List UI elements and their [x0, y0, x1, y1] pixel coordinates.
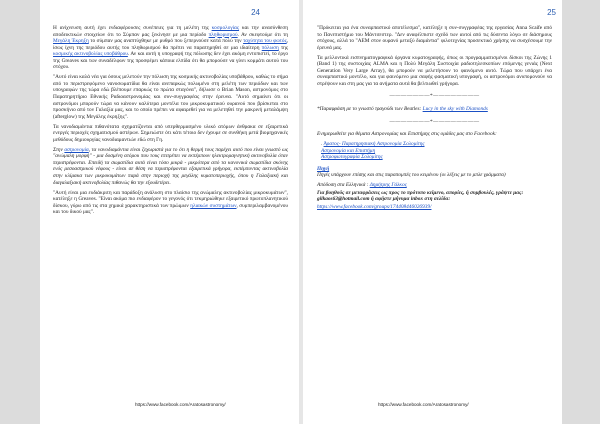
left-page-body	[53, 25, 288, 219]
translation-credit	[317, 182, 552, 189]
facebook-groups-list	[321, 141, 552, 161]
right-page-body	[317, 25, 552, 214]
page-gutter	[299, 0, 303, 424]
translator-link[interactable]: Δημήτρης Γάλκος	[369, 182, 407, 189]
reference-link[interactable]: Μεγάλη Έκρηξη	[53, 38, 89, 45]
right-page	[304, 0, 562, 424]
text-run: , ίσως ίχνη της περιόδου αυτής του πληθωρισμού θα πρέπει να παρατηρηθεί σε μια ιδιαίτερη	[53, 38, 288, 51]
separator: ———————*————————	[389, 93, 480, 100]
beatles-note	[317, 106, 552, 113]
groups-intro: Ενημερωθείτε για θέματα Αστρονομίας και Επιστήμης στις ομάδες μας στο Facebook:	[317, 131, 497, 138]
group-link[interactable]: Άρατος- Παρατηρησιακή Αστρονομία Σολομίτης	[323, 141, 425, 148]
volunteer-text: Για βοηθούς σε μεταφράσεις ως προς το πρότυπο κείμενο, απορίες, ή συμβουλές, γράψτε μας: gilkaos63@hotmail.com ή αφήστε μήνυμα inbox στη σελίδα:	[317, 189, 524, 203]
beatles-note-text: *Παραφράση με το γνωστό τραγούδι των Beatles:	[317, 105, 423, 112]
text-run: Τα νανοδιαμάντια πιθανότατα σχηματίζονται από υπερθερμασμένο υλικό ατόμων άνθρακα σε εξαιρετικά ενεργές περιοχές σχηματισμού αστέρων. Σημειώστε ότι κάτι τέτοιο δεν έχουμε σε συνθήκη μετά βιομηχανικές μεθόδους δημιουργίας νανοδιαμαντιών εδώ στη Γη.	[53, 123, 288, 143]
paragraph: Τα μελλοντικά εισπνηματογραφικά όργανα κυματογραφής, όπως οι προγραμματισμένοι δίσκοι της Ζώνης 1 (Band 1) της συστοιχίας ALMA και η Πολύ Μεγάλη Συστοιχία ραδιοτηλεσκοπίων επόμενης γενιάς (Next Generation Very Large Array), θα μπορούν να μελετήσουν το φαινόμενο αυτό. Τώρα που υπάρχει ένα συναρπαστικό μοντέλο, και για φαινόμενο μια σαφής φασματική υπογραφή, οι αστρονόμοι ανυπομονούν να στρέψουν και στη μας για τα ανήματα αυτά θα βελτιωθεί γρήγορα.	[317, 54, 552, 87]
paragraph: "Πρόκειται για ένα συναρπαστικό αποτέλεσμα", κατέληξε η συν-συγγραφέας της εργασίας Anna Scaife από το Πανεπιστήμιο του Μάντσεστερ. "Δεν αναφέλπιστε σχεδό των αυτοί από τις δύσεντα λόγω σε διάσημους στόχους, αλλά το "AEM στον ουρανό μεταξύ διαμάντια" φιλοτεχνίας προσεκτικό χρήσης να συσχέσουμε την έρευνά μας.	[317, 25, 552, 51]
text-run: Η ανίχνευση αυτή έχει ενδιαφέρουσες συνέπειες για τη μελέτη της	[53, 25, 212, 31]
document-spread	[40, 0, 562, 424]
paragraph	[53, 124, 288, 144]
group-link[interactable]: Αστρονομία και Επιστήμη	[321, 147, 376, 154]
paragraph	[53, 190, 288, 216]
paragraph	[53, 74, 288, 120]
text-run: "Αυτή είναι μια ευδιάκριτη και παράδοξη ανάλυση στο πλαίσιο της ανώμαλης ακτινοβολίας μικροκυμάτων", κατέληξε η Greaves. "Είναι ακόμα πιο ενδιαφέρον το γεγονός ότι τεκμηριώθηκε εξαιρετικό πρωτοπλανητικού δίσκου, γύρω από τις στα χημικά χαρακτηριστικά των πρώιμων	[53, 189, 288, 209]
reference-link[interactable]: ηλιακών συστημάτων	[190, 202, 237, 209]
beatles-song-link[interactable]: Lucy in the sky with Diamonds	[422, 105, 488, 112]
reference-link[interactable]: κοσμικής ακτινοβολίας υποβάθρου	[53, 51, 128, 58]
translation-label: Απόδοση στα Ελληνικά :	[317, 182, 370, 189]
footer-url[interactable]: https://www.facebook.com/Aratosastronomy/	[135, 402, 226, 407]
text-run: της	[278, 44, 289, 51]
paragraph	[53, 25, 288, 71]
page-number: 25	[547, 8, 556, 17]
source-text: Πηγές υπάρχουν επίσης και στις παραπομπές του κειμένου (οι λέξεις με το μπλε γράμματα)	[317, 172, 506, 179]
footer-url[interactable]: https://www.facebook.com/Aratosastronomy/	[378, 402, 469, 407]
volunteer-link-line	[317, 204, 552, 211]
source-link[interactable]: Πηγή	[317, 165, 330, 172]
page-number: 24	[251, 8, 260, 17]
reference-link[interactable]: κοσμολογίας	[211, 25, 240, 31]
text-run: , συμπεριλαμβανομένου και του δικού μας".	[53, 202, 288, 216]
text-run: Στην	[53, 146, 65, 153]
text-run: και την ανασύνθεση αποδεικτικών στοιχείων ότι το Σύμπαν μας ξεκίνησε με μια περίοδο	[53, 25, 289, 38]
reference-link[interactable]: πόλωση	[261, 44, 279, 51]
paragraph	[53, 147, 288, 186]
reference-link[interactable]: πληθωρισμού	[208, 31, 238, 38]
text-run: . Αν και αυτή η υπογραφή της πόλωσης δεν έχει ακόμη εντοπιστεί, το έργο της Greaves και των συναδέλφων της προσφέρει κάποια ελπίδα ότι θα μπορούσε να γίνει κομμάτι αυτού του στόχου.	[53, 51, 289, 71]
reference-link[interactable]: ταχύτητα του φωτός	[243, 38, 287, 45]
left-page	[40, 0, 298, 424]
text-run: "Αυτό είναι καλά νέα για όσους μελετούν την πόλωση της κοσμικής ακτινοβολίας υποβάθρου, καθώς το σήμα από το περιστρεφόμενο νανοσωματίδια θα είναι ανεπαρκώς πολωμένο στη μελέτη των περιόδων και των υπογραφών της τώρα εδώ βλέπουμε επαρκώς το πρώτα σταγόνα", δήλωσε ο Brian Mason, αστρονόμος στο Παρατηρητήριο Εθνικής Ραδιοαστρονομίας και συν-συγγραφέας στην έρευνα. "Αυτό σημαίνει ότι οι αστρονόμοι μπορούν τώρα να κάνουν καλύτερα μοντέλα του μικροκυματικού ουρανού που βρίσκεται στο προσκήνιο από τον Γαλαξία μας, και το οποίο πρέπει να αφαιρεθεί για να μελετηθεί την μακρινή μεταλάμψη (afterglow) της Μεγάλης έκρηξης".	[53, 74, 288, 120]
list-item[interactable]: . Άρατος- Παρατηρησιακή Αστρονομία Σολομίτης	[321, 141, 425, 148]
reference-link[interactable]: αστρονομία	[64, 146, 89, 153]
group-link[interactable]: Αστροφωτογραφία Σολομίτης	[321, 154, 383, 161]
text-run: , τα νανοδιαμάντια είναι ζεχωριστά για το ότι η θερμή τους παρέχει αυτό που είναι γνωστό ως "ανώμαλη μορφή" - μια δοσμένη ατόμου που τους επιτρέπει να εκπέμπουν ηλεκτρομαγνητική ακτινοβολία όταν περιστρέφονται. Επειδή τα σωματίδια αυτά είναι τόσο μικρά - μικρότερα από τα κανονικά σωματίδια σκόνης ενός μεσοαστρικού νέφους - είναι σε θέση να περιστρέφονται εξαιρετικά γρήγορα, εκπέμποντας ακτινοβολία στην κλίμακα των μικροκυμάτων παρά στην περιοχή της μεγάλης κυματοπεριοχής, όπου η Γαλαξιακή και διαγαλαξιακή ακτινοβολίας πιθανώς θα την εξουδετέρει.	[53, 146, 288, 186]
text-run: το σύμπαν μας αναπτύχθηκε με ρυθμό που ξεπερνούσε κατά πολύ την	[88, 38, 244, 45]
text-run: . Αν σκεφτούμε ότι τη	[237, 31, 288, 38]
facebook-group-link[interactable]: https://www.facebook.com/groups/174408446026939/	[317, 203, 432, 210]
separator: ———————*————————	[389, 118, 480, 125]
list-item[interactable]	[321, 154, 552, 161]
